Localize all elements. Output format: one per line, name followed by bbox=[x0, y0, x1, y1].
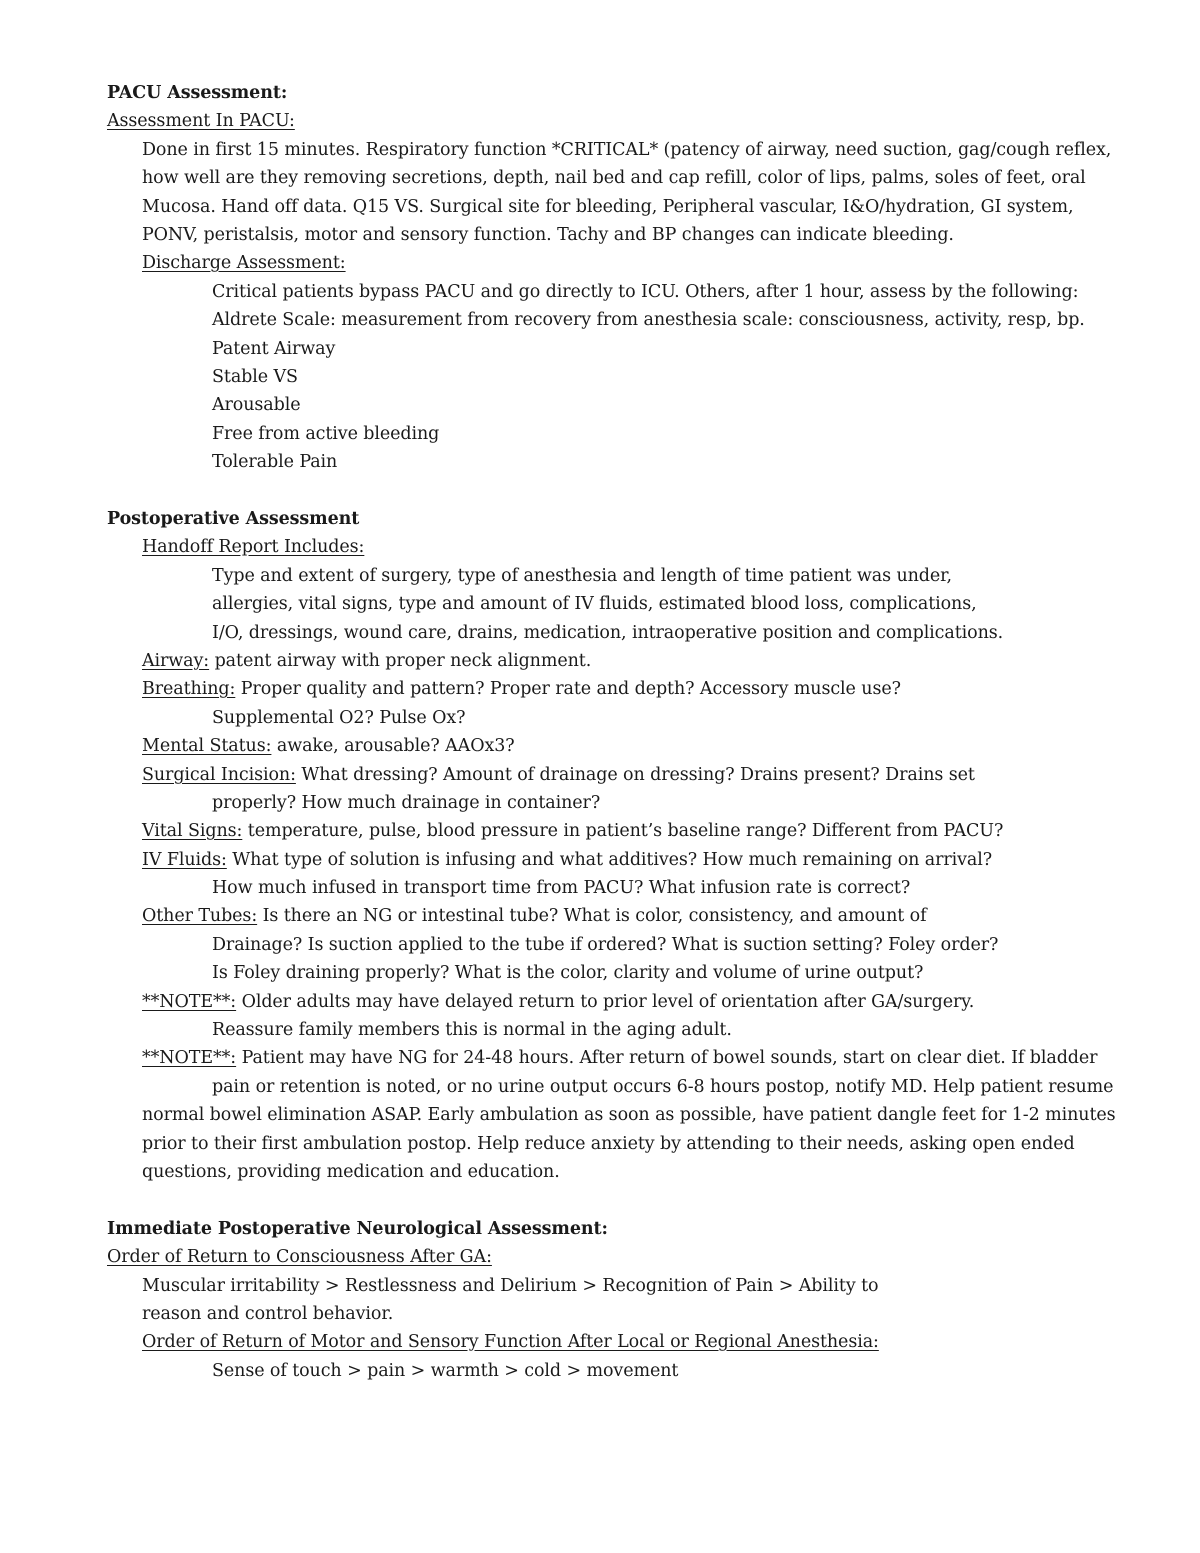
discharge-item: Stable VS bbox=[212, 367, 298, 387]
discharge-item: Patent Airway bbox=[212, 339, 336, 359]
note-continuation: Reassure family members this is normal in the aging adult. bbox=[212, 1020, 732, 1040]
note-continuation: questions, providing medication and education. bbox=[142, 1162, 560, 1182]
neuro-heading: Immediate Postoperative Neurological Assessment: bbox=[107, 1219, 608, 1239]
discharge-line: Aldrete Scale: measurement from recovery from anesthesia scale: consciousness, activity, resp, bp. bbox=[212, 310, 1085, 330]
mental-status-label: Mental Status: bbox=[142, 736, 272, 756]
vital-signs-label: Vital Signs: bbox=[142, 821, 243, 841]
iv-fluids-continuation: How much infused in transport time from PACU? What infusion rate is correct? bbox=[212, 878, 911, 898]
note-label: **NOTE**: bbox=[142, 1048, 237, 1068]
breathing-label: Breathing: bbox=[142, 679, 236, 699]
note-ng-line bbox=[142, 1044, 1097, 1072]
pacu-paragraph-line: how well are they removing secretions, depth, nail bed and cap refill, color of lips, palms, soles of feet, oral bbox=[142, 168, 1086, 188]
surgical-incision-line bbox=[142, 761, 975, 789]
note-continuation: pain or retention is noted, or no urine output occurs 6-8 hours postop, notify MD. Help patient resume bbox=[212, 1077, 1114, 1097]
mental-status-text: awake, arousable? AAOx3? bbox=[271, 736, 515, 756]
motor-sensory-subheading: Order of Return of Motor and Sensory Function After Local or Regional Anesthesia: bbox=[142, 1332, 879, 1352]
other-tubes-line bbox=[142, 902, 926, 930]
iv-fluids-label: IV Fluids: bbox=[142, 850, 227, 870]
pacu-heading: PACU Assessment: bbox=[107, 83, 288, 103]
discharge-line: Critical patients bypass PACU and go directly to ICU. Others, after 1 hour, assess by the following: bbox=[212, 282, 1079, 302]
note-continuation: normal bowel elimination ASAP. Early ambulation as soon as possible, have patient dangle feet for 1-2 minutes bbox=[142, 1105, 1116, 1125]
motor-sensory-order-line: Sense of touch > pain > warmth > cold > movement bbox=[212, 1361, 679, 1381]
airway-text: patent airway with proper neck alignment. bbox=[209, 651, 592, 671]
handoff-subheading: Handoff Report Includes: bbox=[142, 537, 365, 557]
note-older-adults-line bbox=[142, 988, 974, 1016]
surgical-incision-text: What dressing? Amount of drainage on dressing? Drains present? Drains set bbox=[295, 765, 975, 785]
note-text: Older adults may have delayed return to prior level of orientation after GA/surgery. bbox=[236, 992, 975, 1012]
consciousness-order-line: reason and control behavior. bbox=[142, 1304, 394, 1324]
discharge-subheading: Discharge Assessment: bbox=[142, 253, 346, 273]
airway-label: Airway: bbox=[142, 651, 210, 671]
pacu-paragraph-line: PONV, peristalsis, motor and sensory function. Tachy and BP changes can indicate bleeding. bbox=[142, 225, 954, 245]
iv-fluids-line bbox=[142, 846, 992, 874]
consciousness-order-line: Muscular irritability > Restlessness and Delirium > Recognition of Pain > Ability to bbox=[142, 1276, 879, 1296]
pacu-paragraph-line: Mucosa. Hand off data. Q15 VS. Surgical site for bleeding, Peripheral vascular, I&O/hydration, GI system, bbox=[142, 197, 1074, 217]
discharge-item: Free from active bleeding bbox=[212, 424, 440, 444]
discharge-item: Arousable bbox=[212, 395, 301, 415]
breathing-line bbox=[142, 675, 901, 703]
handoff-line: allergies, vital signs, type and amount of IV fluids, estimated blood loss, complications, bbox=[212, 594, 977, 614]
other-tubes-label: Other Tubes: bbox=[142, 906, 258, 926]
airway-line bbox=[142, 647, 591, 675]
discharge-item: Tolerable Pain bbox=[212, 452, 338, 472]
vital-signs-line bbox=[142, 817, 1003, 845]
vital-signs-text: temperature, pulse, blood pressure in patient’s baseline range? Different from PACU? bbox=[242, 821, 1004, 841]
note-continuation: prior to their first ambulation postop. Help reduce anxiety by attending to their needs, asking open ended bbox=[142, 1134, 1075, 1154]
breathing-continuation: Supplemental O2? Pulse Ox? bbox=[212, 708, 466, 728]
pacu-paragraph-line: Done in first 15 minutes. Respiratory function *CRITICAL* (patency of airway, need suction, gag/cough reflex, bbox=[142, 140, 1112, 160]
other-tubes-continuation: Drainage? Is suction applied to the tube if ordered? What is suction setting? Foley order? bbox=[212, 935, 999, 955]
handoff-line: Type and extent of surgery, type of anesthesia and length of time patient was under, bbox=[212, 566, 952, 586]
surgical-incision-label: Surgical Incision: bbox=[142, 765, 296, 785]
surgical-incision-continuation: properly? How much drainage in container? bbox=[212, 793, 601, 813]
other-tubes-text: Is there an NG or intestinal tube? What is color, consistency, and amount of bbox=[257, 906, 927, 926]
breathing-text: Proper quality and pattern? Proper rate and depth? Accessory muscle use? bbox=[235, 679, 901, 699]
pacu-subheading-assessment: Assessment In PACU: bbox=[107, 111, 295, 131]
mental-status-line bbox=[142, 732, 515, 760]
consciousness-subheading: Order of Return to Consciousness After GA: bbox=[107, 1247, 492, 1267]
note-label: **NOTE**: bbox=[142, 992, 237, 1012]
handoff-line: I/O, dressings, wound care, drains, medication, intraoperative position and complications. bbox=[212, 623, 1004, 643]
other-tubes-continuation: Is Foley draining properly? What is the color, clarity and volume of urine output? bbox=[212, 963, 924, 983]
iv-fluids-text: What type of solution is infusing and what additives? How much remaining on arrival? bbox=[226, 850, 993, 870]
note-text: Patient may have NG for 24-48 hours. After return of bowel sounds, start on clear diet. If bladder bbox=[236, 1048, 1098, 1068]
postop-heading: Postoperative Assessment bbox=[107, 509, 360, 529]
